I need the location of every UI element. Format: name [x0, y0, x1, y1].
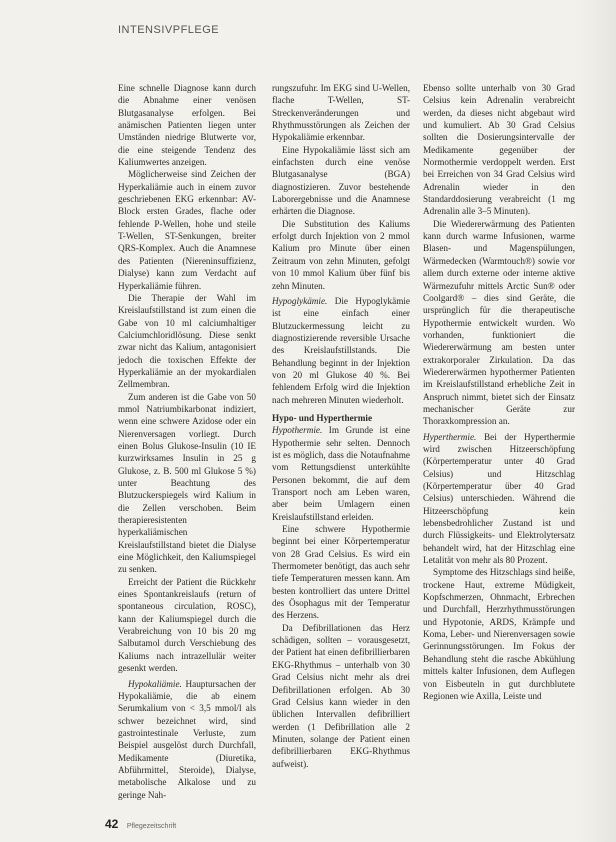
paragraph: Symptome des Hitzschlags sind heiße, trockene Haut, extreme Müdigkeit, Kopfschmerzen, Ohnmacht, Erbrechen und Durchfall, Herzrhythmusstörungen und Hypotonie, ARDS, Krämpfe und Koma, Leber- und Nierenversagen sowie Gerinnungsstörungen. Im Fokus der Behandlung steht die rasche Abkühlung mittels kalter Infusionen, dem Auflegen von Eisbeuteln in gut durchblutete Regionen wie Axilla, Leiste und	[423, 567, 575, 701]
paragraph-text: Im Grunde ist eine Hypothermie sehr selten. Dennoch ist es möglich, dass die Notaufnahme vom Rettungsdienst unterkühlte Personen bekommt, die auf dem Transport noch am Leben waren, aber beim Umlagern einen Kreislaufstillstand erleiden.	[272, 425, 410, 522]
paragraph: Erreicht der Patient die Rückkehr eines Spontankreislaufs (return of spontaneous circulation, ROSC), kann der Kaliumspiegel durch die Verabreichung von 10 bis 20 mg Salbutamol durch Verschiebung des Kaliums nach intrazellulär weiter gesenkt werden.	[118, 576, 256, 674]
run-in-heading: Hypoglykämie.	[272, 295, 328, 306]
paragraph: Zum anderen ist die Gabe von 50 mmol Natriumbikarbonat indiziert, wenn eine schwere Azidose oder ein Nierenversagen vorliegt. Durch einen Bolus Glukose-Insulin (10 IE kurzwirksames Insulin in 25 g Glukose, z. B. 500 ml Glukose 5 %) unter Beachtung des Blutzuckerspiegels wird Kalium in die Zellen verschoben. Beim therapieresistenten hyperkaliämischen Kreislaufstillstand bietet die Dialyse eine Möglichkeit, den Kaliumspiegel zu senken.	[118, 391, 256, 575]
paragraph	[272, 424, 410, 523]
paragraph: Die Substitution des Kaliums erfolgt durch Injektion von 2 mmol Kalium pro Minute über einen Zeitraum von zehn Minuten, gefolgt von 10 mmol Kalium über fünf bis zehn Minuten.	[272, 218, 410, 291]
paragraph: rungszufuhr. Im EKG sind U-Wellen, flache T-Wellen, ST-Streckenveränderungen und Rhythmusstörungen als Zeichen der Hypokaliämie erkennbar.	[272, 83, 410, 143]
paragraph: Eine schwere Hypothermie beginnt bei einer Körpertemperatur von 28 Grad Celsius. Es wird ein Thermometer benötigt, das auch sehr tiefe Temperaturen messen kann. Am besten kontrolliert das untere Drittel des Ösophagus mit der Temperatur des Herzens.	[272, 524, 410, 621]
run-in-heading: Hypokaliämie.	[128, 678, 182, 689]
paragraph: Eine schnelle Diagnose kann durch die Abnahme einer venösen Blutgasanalyse erfolgen. Bei anämischen Patienten liegen unter Umständen niedrige Blutwerte vor, die eine steigende Tendenz des Kaliumwertes anzeigen.	[118, 83, 256, 168]
run-in-heading: Hyperthermie.	[423, 431, 477, 442]
paragraph: Ebenso sollte unterhalb von 30 Grad Celsius kein Adrenalin verabreicht werden, da dieses nicht abgebaut wird und kumuliert. Ab 30 Grad Celsius sollten die Dosierungsintervalle der Medikamente gegenüber der Normothermie verdoppelt werden. Erst bei Erreichen von 34 Grad Celsius wird Adrenalin wieder in den Standarddosierung verabreicht (1 mg Adrenalin alle 3–5 Minuten).	[423, 83, 575, 217]
section-header: INTENSIVPFLEGE	[118, 24, 220, 36]
paragraph	[272, 295, 410, 406]
journal-name: Pflegezeitschrift	[126, 823, 177, 830]
paragraph-text: Die Hypoglykämie ist eine einfach einer Blutzuckermessung leicht zu diagnostizierende reversible Ursache des Kreislaufstillstands. Die Behandlung beginnt in der Injektion von 20 ml Glukose 40 %. Bei fehlendem Erfolg wird die Injektion nach mehreren Minuten wiederholt.	[272, 295, 410, 405]
paragraph	[423, 431, 575, 567]
page-edge-shadow	[576, 0, 616, 842]
text-column-2	[272, 82, 410, 770]
paragraph: Möglicherweise sind Zeichen der Hyperkaliämie auch in einem zuvor geschriebenen EKG erkennbar: AV-Block ersten Grades, flache oder fehlende P-Wellen, hohe und steile T-Wellen, ST-Senkungen, breiter QRS-Komplex. Auch die Anamnese des Patienten (Niereninsuffizienz, Dialyse) kann zum Verdacht auf Hyperkaliämie führen.	[118, 169, 256, 291]
paragraph-text: Bei der Hyperthermie wird zwischen Hitzeerschöpfung (Körpertemperatur unter 40 Grad Celsius) und Hitzschlag (Körpertemperatur über 40 Grad Celsius) unterschieden. Während die Hitzeerschöpfung kein lebensbedrohlicher Zustand ist und durch Flüssigkeits- und Elektrolytersatz behandelt wird, hat der Hitzschlag eine Letalität von mehr als 80 Prozent.	[423, 431, 575, 566]
paragraph	[118, 678, 256, 801]
paragraph: Die Therapie der Wahl im Kreislaufstillstand ist zum einen die Gabe von 10 ml calciumhaltiger Calciumchloridlösung. Diese senkt zwar nicht das Kalium, antagonisiert jedoch die toxischen Effekte der Hyperkaliämie an der myokardialen Zellmembran.	[118, 292, 256, 390]
run-in-heading: Hypothermie.	[272, 425, 323, 436]
paragraph: Eine Hypokaliämie lässt sich am einfachsten durch eine venöse Blutgasanalyse (BGA) diagnostizieren. Zuvor bestehende Laborergebnisse und die Anamnese erhärten die Diagnose.	[272, 144, 410, 217]
subheading: Hypo- und Hyperthermie	[272, 412, 373, 423]
text-column-1	[118, 82, 256, 801]
page-footer	[105, 815, 176, 833]
paragraph: Da Defibrillationen das Herz schädigen, sollten – vorausgesetzt, der Patient hat einen defibrillierbaren EKG-Rhythmus – unterhalb von 30 Grad Celsius nicht mehr als drei Defibrillationen erfolgen. Ab 30 Grad Celsius kann wieder in den üblichen Intervallen defibrilliert werden (1 Defibrillation alle 2 Minuten, solange der Patient einen defibrillierbaren EKG-Rhythmus aufweist).	[272, 622, 410, 769]
page-number: 42	[105, 817, 119, 831]
paragraph: Die Wiedererwärmung des Patienten kann durch warme Infusionen, warme Blasen- und Magenspülungen, Wärmedecken (Warmtouch®) sowie vor allem durch externe oder interne aktive Wärmezufuhr mittels Arctic Sun® oder Coolgard® – dies sind Geräte, die ursprünglich für die therapeutische Hypothermie entwickelt wurden. Wo vorhanden, funktioniert die Wiedererwärmung am besten unter extrakorporaler Zirkulation. Da das Wiedererwärmen hypothermer Patienten im Kreislaufstillstand erhebliche Zeit in Anspruch nimmt, bietet sich der Einsatz mechanischer Geräte zur Thoraxkompression an.	[423, 218, 575, 427]
text-column-3	[423, 82, 575, 702]
paragraph-text: Hauptursachen der Hypokaliämie, die ab einem Serumkalium von < 3,5 mmol/l als schwer bezeichnet wird, sind gastrointestinale Verluste, zum Beispiel ausgelöst durch Durchfall, Medikamente (Diuretika, Abführmittel, Steroide), Dialyse, metabolische Alkalose und zu geringe Nah-	[118, 678, 256, 800]
